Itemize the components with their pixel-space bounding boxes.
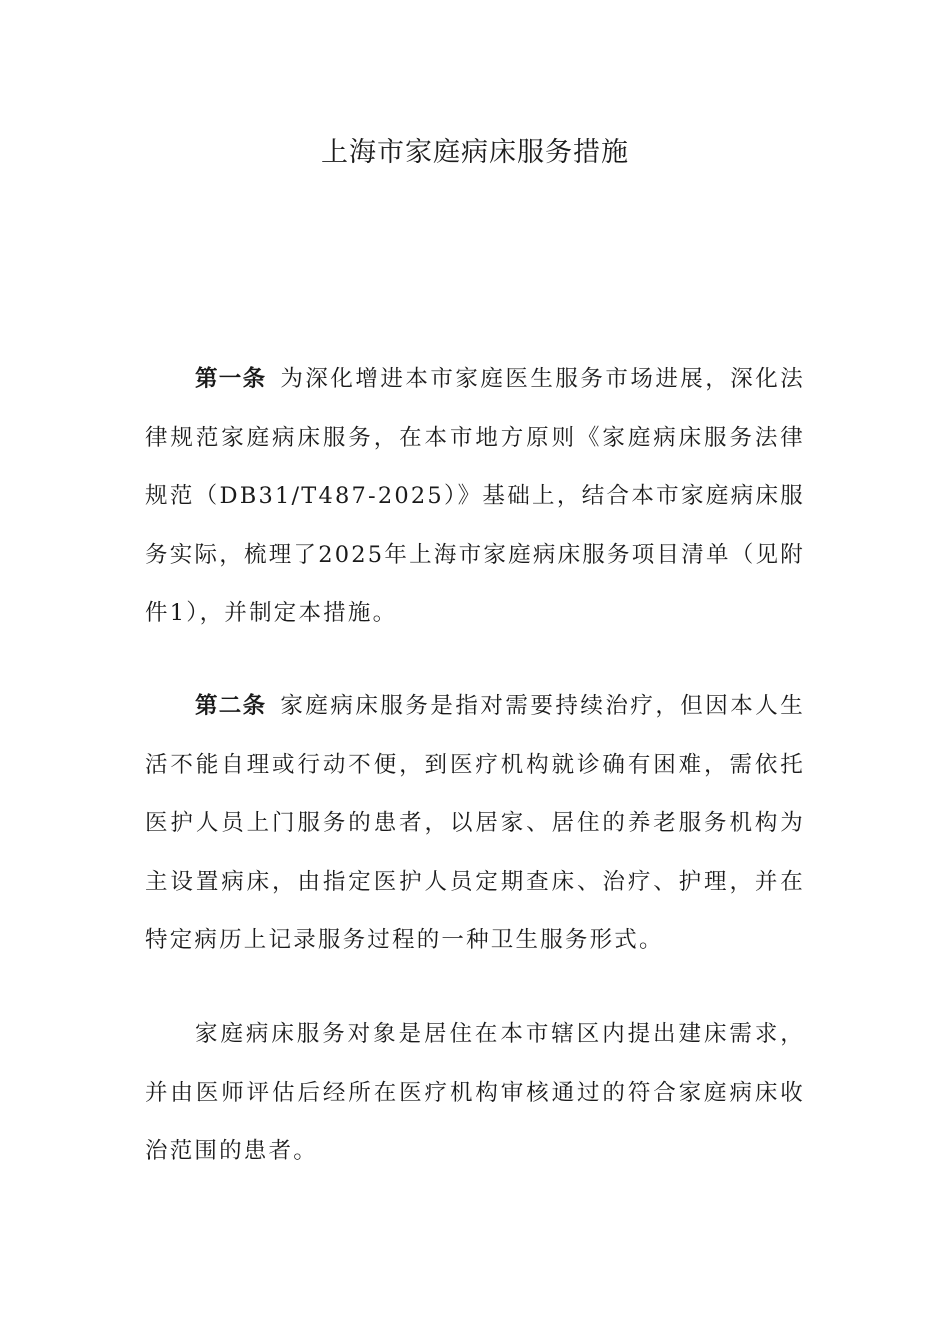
document-title: 上海市家庭病床服务措施 <box>321 137 629 168</box>
article-number: 第二条 <box>195 693 267 719</box>
article-text: 家庭病床服务对象是居住在本市辖区内提出建床需求，并由医师评估后经所在医疗机构审核通过的符合家庭病床收治范围的患者。 <box>145 1021 805 1164</box>
article-paragraph <box>145 1005 805 1181</box>
article-paragraph <box>145 677 805 970</box>
article-text: 为深化增进本市家庭医生服务市场进展，深化法律规范家庭病床服务，在本市地方原则《家庭病床服务法律规范（DB31/T487-2025）》基础上，结合本市家庭病床服务实际，梳理了2025年上海市家庭病床服务项目清单（见附件1），并制定本措施。 <box>145 366 805 626</box>
article-number: 第一条 <box>195 366 267 392</box>
article-text: 家庭病床服务是指对需要持续治疗，但因本人生活不能自理或行动不便，到医疗机构就诊确有困难，需依托医护人员上门服务的患者，以居家、居住的养老服务机构为主设置病床，由指定医护人员定期查床、治疗、护理，并在特定病历上记录服务过程的一种卫生服务形式。 <box>145 693 805 953</box>
article-paragraph <box>145 350 805 643</box>
